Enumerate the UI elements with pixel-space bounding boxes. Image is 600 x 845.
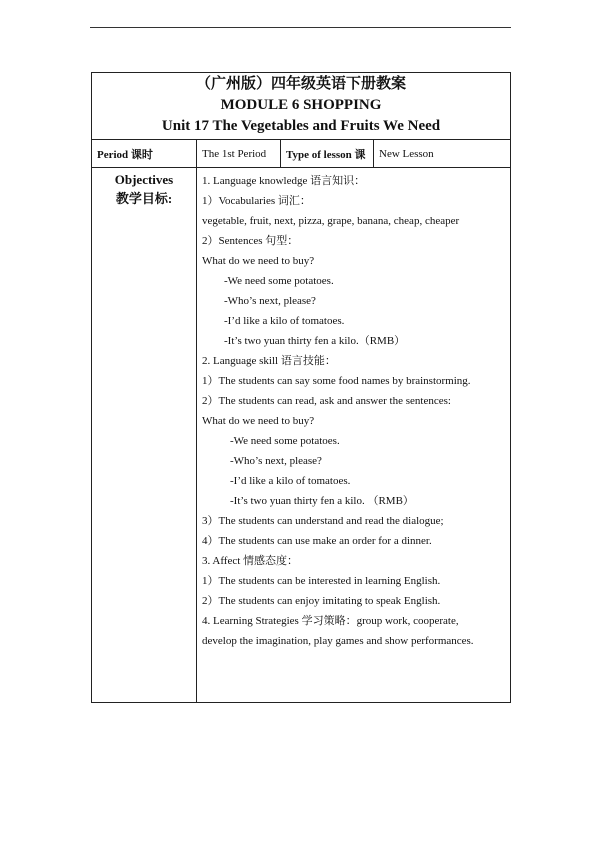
header-rule <box>90 27 511 28</box>
objective-line: 2）The students can enjoy imitating to speak English. <box>202 595 441 607</box>
objective-line: -Who’s next, please? <box>224 295 316 307</box>
objectives-row <box>92 168 510 702</box>
objectives-label-en: Objectives <box>114 172 174 187</box>
objective-line: vegetable, fruit, next, pizza, grape, banana, cheap, cheaper <box>202 215 460 227</box>
lesson-type-value: New Lesson <box>379 147 434 160</box>
objectives-label <box>92 168 197 702</box>
objective-line: -It’s two yuan thirty fen a kilo.（RMB） <box>224 335 406 347</box>
objective-line: What do we need to buy? <box>202 255 315 267</box>
objective-line: 2）Sentences 句型： <box>202 235 299 247</box>
objective-line: -We need some potatoes. <box>224 275 334 287</box>
objective-line: 1）The students can be interested in learning English. <box>202 575 441 587</box>
objective-line: -I’d like a kilo of tomatoes. <box>230 475 351 487</box>
unit-title: Unit 17 The Vegetables and Fruits We Need <box>161 118 441 134</box>
objective-line: 1）The students can say some food names by brainstorming. <box>202 375 471 387</box>
objective-line: develop the imagination, play games and show performances. <box>202 635 474 647</box>
lesson-plan-table <box>91 72 511 703</box>
lesson-type-label: Type of lesson 课 <box>281 140 374 167</box>
period-label: Period 课时 <box>92 140 197 167</box>
objective-line: 1）Vocabularies 词汇： <box>202 195 311 207</box>
objective-line: -I’d like a kilo of tomatoes. <box>224 315 345 327</box>
objectives-body <box>197 168 510 702</box>
objective-line: 1. Language knowledge 语言知识： <box>202 175 366 187</box>
module-title: MODULE 6 SHOPPING <box>220 97 382 113</box>
doc-title: （广州版）四年级英语下册教案 <box>195 76 406 92</box>
objective-line: 4. Learning Strategies 学习策略：group work, cooperate, <box>202 615 459 627</box>
objective-line: 4）The students can use make an order for a dinner. <box>202 535 432 547</box>
objective-line: 3. Affect 情感态度： <box>202 555 299 567</box>
objectives-label-cn: 教学目标: <box>115 191 173 206</box>
objective-line: -Who’s next, please? <box>230 455 322 467</box>
period-value: The 1st Period <box>197 140 281 167</box>
objective-line: -We need some potatoes. <box>230 435 340 447</box>
period-row <box>92 140 510 168</box>
objective-line: 2. Language skill 语言技能： <box>202 355 336 367</box>
objective-line: -It’s two yuan thirty fen a kilo. （RMB） <box>230 495 414 507</box>
objective-line: 2）The students can read, ask and answer the sentences: <box>202 395 451 407</box>
objective-line: What do we need to buy? <box>202 415 315 427</box>
title-block <box>92 73 510 140</box>
objective-line: 3）The students can understand and read the dialogue; <box>202 515 444 527</box>
